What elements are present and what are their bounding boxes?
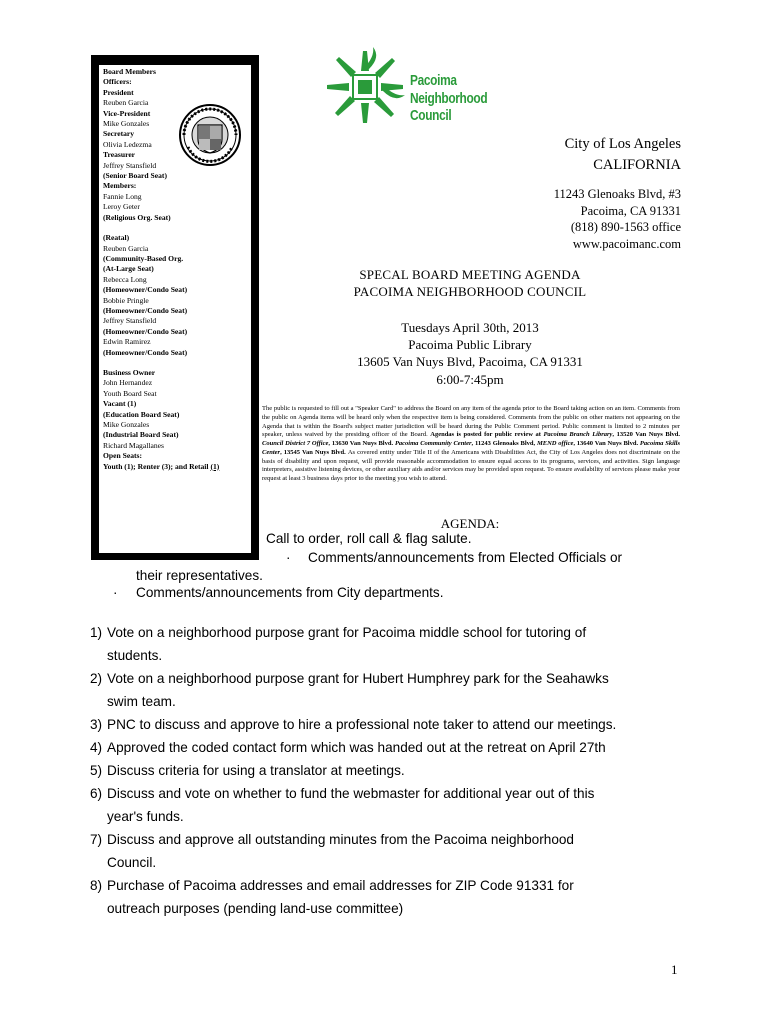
agenda-item: 2) Vote on a neighborhood purpose grant for Hubert Humphrey park for the Seahawks swim team. [90,671,609,709]
president-name: Reuben Garcia [103,98,149,108]
member-name: Fannie Long [103,191,142,201]
secretary-label: Secretary [103,129,135,139]
at-large-seat-label: (At-Large Seat) [103,264,154,274]
agenda-item: 1) Vote on a neighborhood purpose grant for Pacoima middle school for tutoring of students. [90,625,587,663]
vice-president-name: Mike Gonzales [103,119,150,129]
agenda-items-list [90,621,710,920]
open-seats-list: Youth (1); Renter (3); and Retail (1) [103,461,220,471]
treasurer-label: Treasurer [103,150,136,160]
senior-seat-label: (Senior Board Seat) [103,171,167,181]
community-seat-label: (Community-Based Org. [103,253,184,263]
meeting-time: 6:00-7:45pm [436,371,504,387]
bullet-icon: · [113,585,118,600]
agenda-item: 3) PNC to discuss and approve to hire a professional note taker to attend our meetings. [90,717,617,732]
secretary-name: Olivia Ledezma [103,139,152,149]
city-name: City of Los Angeles [564,136,681,152]
agenda-heading: AGENDA: [440,516,500,531]
member-name: Mike Gonzales [103,420,150,429]
council-address [554,186,681,252]
bullet-text-continued: their representatives. [136,568,263,583]
members-label: Members: [103,181,137,191]
bullet-text: Comments/announcements from Elected Officials or [308,550,623,565]
public-notice: The public is requested to fill out a "Speaker Card" to address the Board on any item of the agenda prior to the Board taking action on an item. Comments from the public on Agenda items will be heard only when the respective item is being considered. Comments from the public on other matters not appearing on the Agenda that is within the Board's subject matter jurisdiction will be heard during the Public Comment period. Public comment is limited to 2 minutes per speaker, unless waived by the presiding officer of the Board. Agendas is posted for public review at Pacoima Branch Library, 13520 Van Nuys Blvd. Council District 7 Office, 13630 Van Nuys Blvd. Pacoima Community Center, 11243 Glenoaks Blvd, MEND office, 13640 Van Nuys Blvd. Pacoima Skills Center, 13545 Van Nuys Blvd. As covered entity under Title II of the Americans with Disabilities Act, the City of Los Angeles does not discriminate on the basis of disability and upon request, will provide reasonable accommodation to ensure equal access to its programs, services, and activities. Sign language interpreters, assistive listening devices, or other auxiliary aids and/or services may be provided upon request. To ensure availability of services please make your request at least 3 business days prior to the meeting you wish to attend. [262,405,681,482]
agenda-item: 6) Discuss and vote on whether to fund the webmaster for additional year out of this year's funds. [90,786,595,824]
logo-line: Pacoima [410,73,457,89]
agenda-item: 5) Discuss criteria for using a translator at meetings. [90,763,405,778]
homeowner-seat-label: (Homeowner/Condo Seat) [103,326,188,336]
bullet-icon: · [286,550,291,565]
open-seats-label: Open Seats: [103,451,143,461]
page-number: 1 [671,962,678,977]
treasurer-name: Jeffrey Stansfield [103,160,157,170]
city-header [565,134,681,176]
homeowner-seat-label: (Homeowner/Condo Seat) [103,285,188,295]
youth-seat-label: Youth Board Seat [103,388,157,398]
call-to-order: Call to order, roll call & flag salute. [266,531,472,546]
agenda-item: 7) Discuss and approve all outstanding minutes from the Pacoima neighborhood Council. [90,832,574,870]
member-name: Rebecca Long [103,274,147,284]
meeting-venue: Pacoima Public Library [408,337,532,353]
president-label: President [103,87,134,97]
bullet-text: Comments/announcements from City departments. [136,585,444,600]
member-name: Richard Magallanes [103,440,164,450]
meeting-address: 13605 Van Nuys Blvd, Pacoima, CA 91331 [357,354,583,370]
city-of-los-angeles-seal-icon [178,103,242,167]
title-line: PACOIMA NEIGHBORHOOD COUNCIL [353,284,587,299]
logo-line: Neighborhood [410,90,488,107]
meeting-info [262,319,678,388]
member-name: Jeffrey Stansfield [103,316,157,326]
council-logo-text [410,73,487,126]
business-owner-label: Business Owner [103,367,156,377]
member-name: Edwin Ramirez [103,337,151,347]
education-seat-label: (Education Board Seat) [103,409,180,419]
religious-seat-label: (Religious Org. Seat) [103,212,171,222]
state-name: CALIFORNIA [593,157,681,173]
meeting-date: Tuesdays April 30th, 2013 [401,320,539,335]
document-title [262,266,678,300]
homeowner-seat-label: (Homeowner/Condo Seat) [103,347,188,357]
city-departments-item [113,585,444,600]
renter-seat-label: (Reatal) [103,233,130,243]
officers-label: Officers: [103,77,132,87]
industrial-seat-label: (Industrial Board Seat) [103,430,179,440]
website-link[interactable]: www.pacoimanc.com [572,236,681,251]
member-name: Reuben Garcia [103,243,149,253]
homeowner-seat-label: (Homeowner/Condo Seat) [103,305,188,315]
agenda-item: 4) Approved the coded contact form which was handed out at the retreat on April 27th [90,740,606,755]
logo-line: Council [410,108,452,124]
city-zip: Pacoima, CA 91331 [580,203,681,218]
vice-president-label: Vice-President [103,108,151,118]
member-name: Bobbie Pringle [103,295,149,305]
member-name: John Hernandez [103,378,153,388]
board-members-heading: Board Members [103,67,156,76]
street-address: 11243 Glenoaks Blvd, #3 [553,187,681,201]
vacant-label: Vacant (1) [103,399,137,409]
title-line: SPECAL BOARD MEETING AGENDA [359,267,581,282]
member-name: Leroy Geter [103,202,140,212]
agenda-item: 8) Purchase of Pacoima addresses and email addresses for ZIP Code 91331 for outreach purposes (pending land-use committee) [90,878,574,916]
phone-number: (818) 890-1563 office [570,220,681,234]
